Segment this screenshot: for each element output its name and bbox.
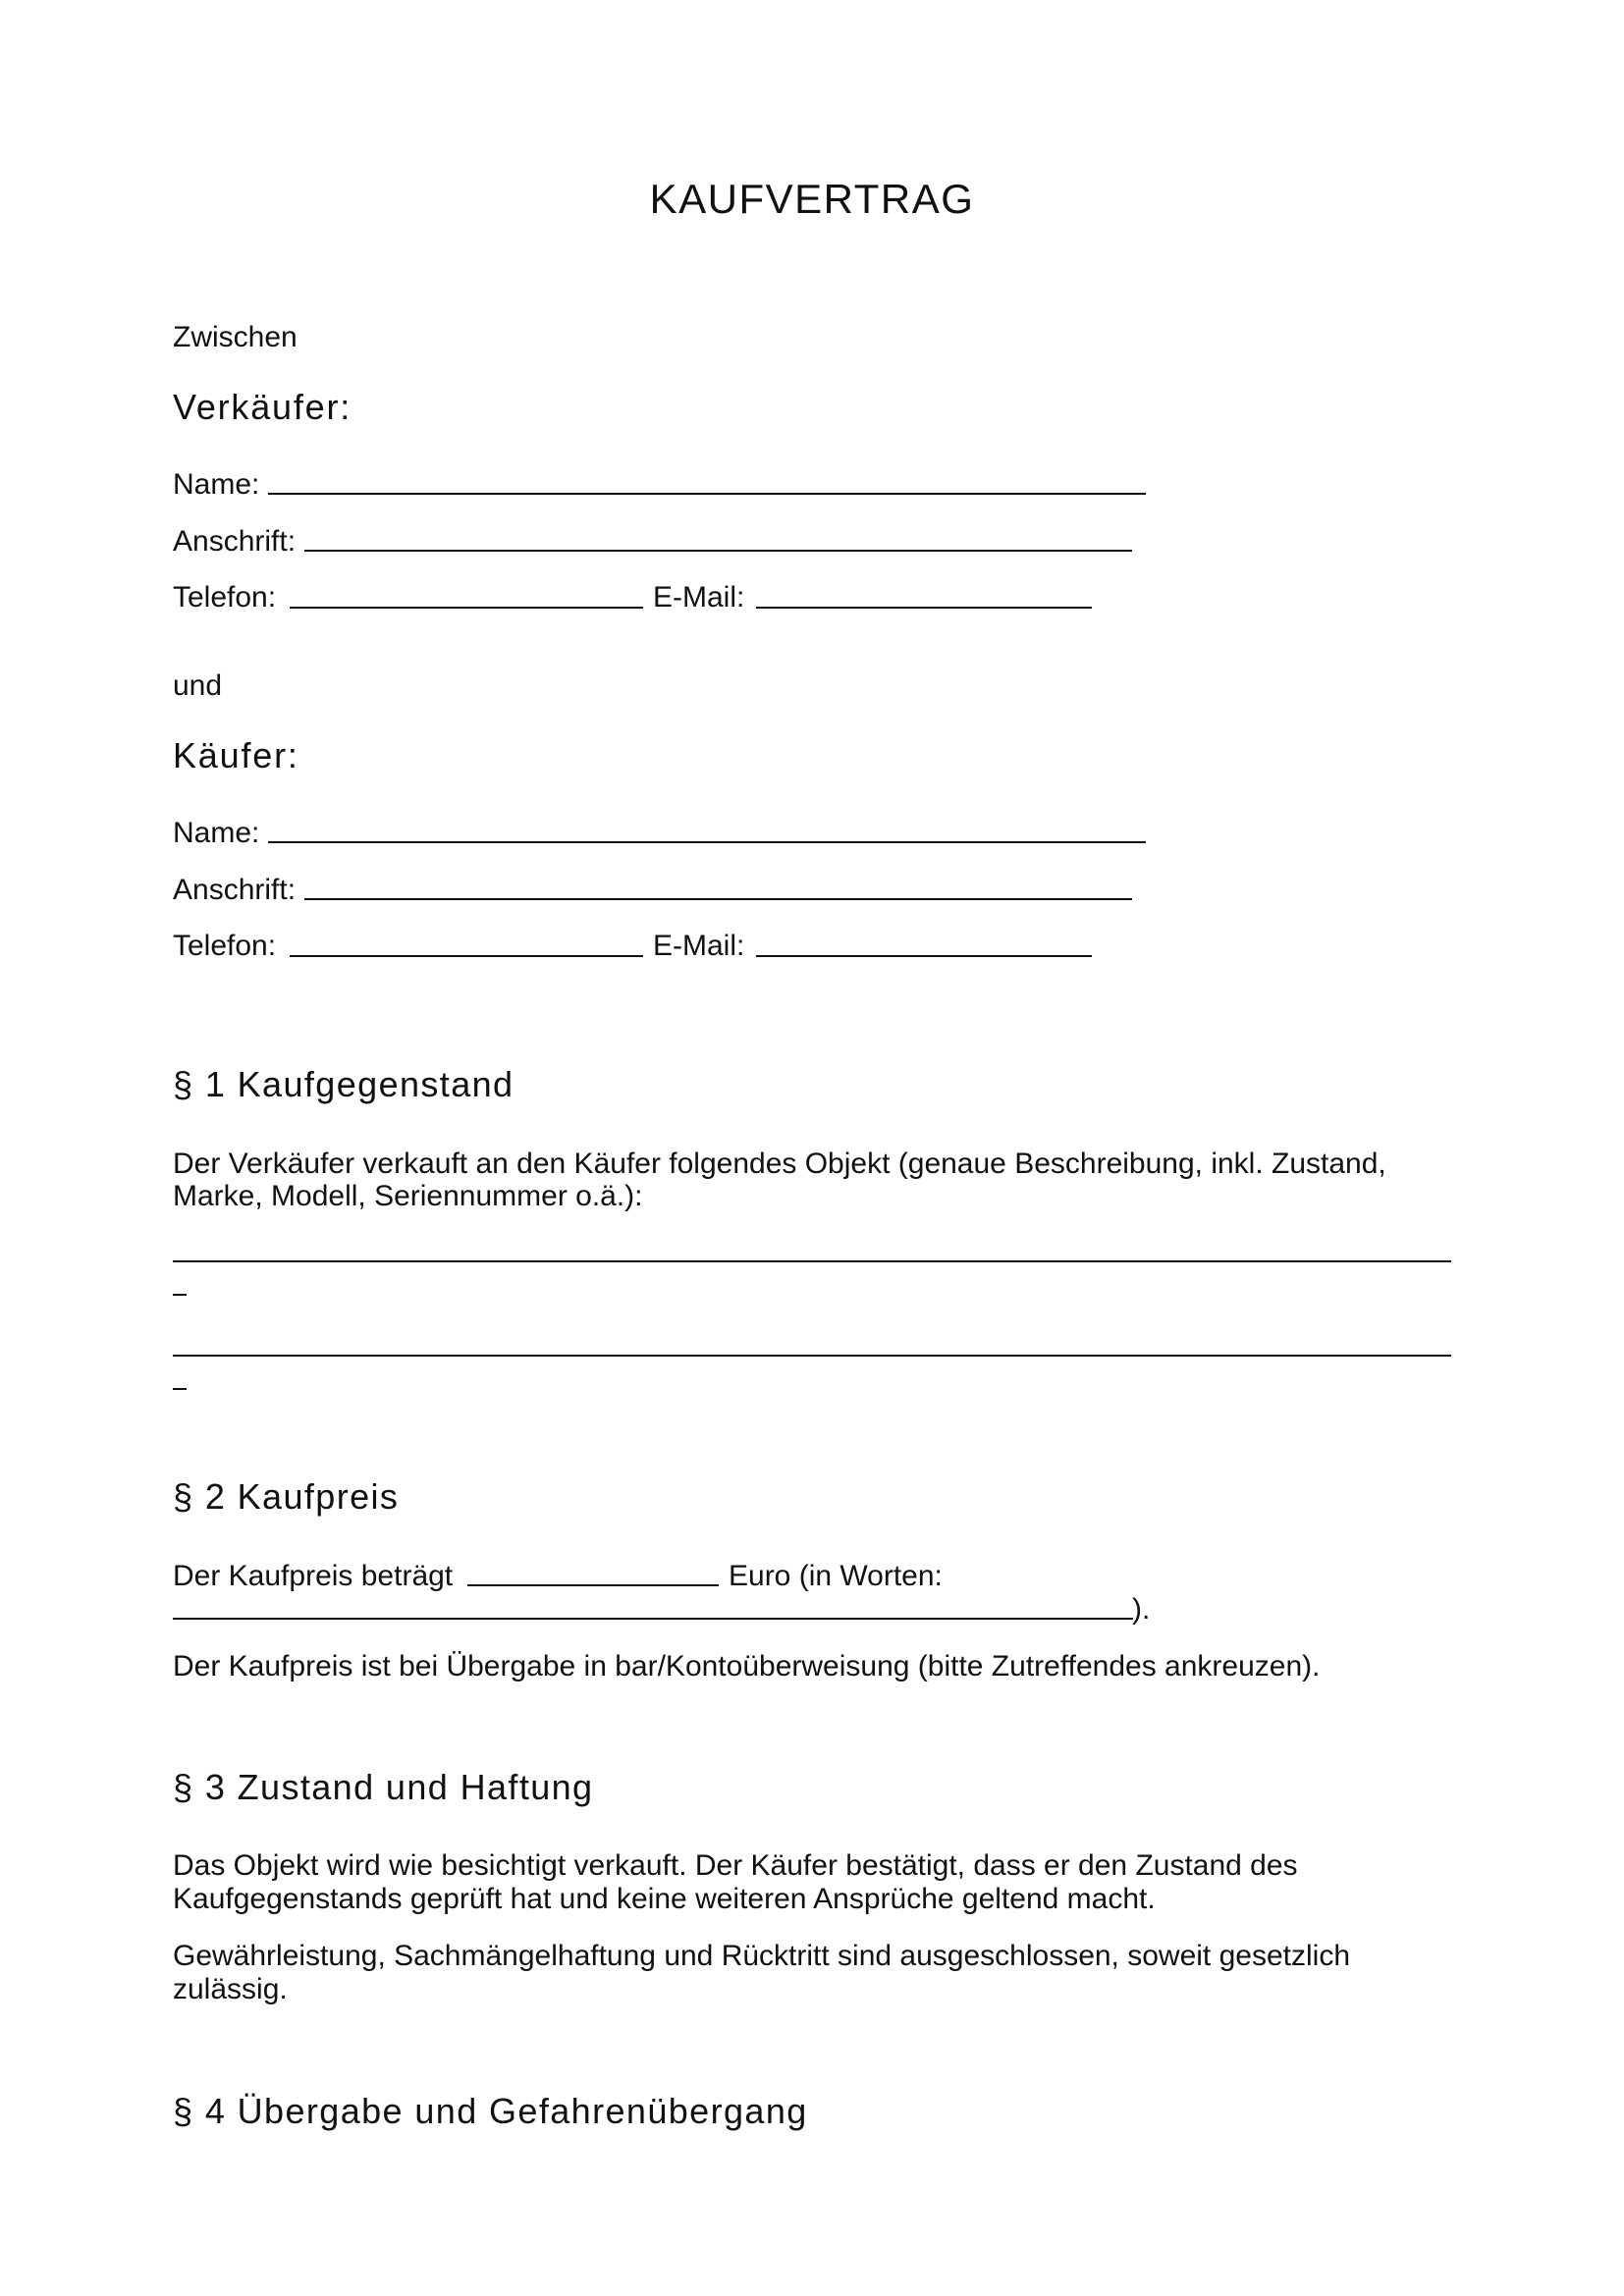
section-1-description-field-1[interactable] [173, 1260, 1451, 1262]
section-1-description-dash-2 [173, 1388, 187, 1390]
seller-heading: Verkäufer: [173, 387, 352, 427]
seller-address-label: Anschrift: [173, 525, 297, 558]
between-label: Zwischen [173, 321, 298, 353]
price-in-words-field[interactable] [173, 1618, 1133, 1620]
buyer-address-label: Anschrift: [173, 874, 297, 906]
seller-name-field[interactable] [268, 493, 1146, 495]
section-3-paragraph-1-line-2: Kaufgegenstands geprüft hat und keine weiteren Ansprüche geltend macht. [173, 1883, 1156, 1915]
price-amount-field[interactable] [467, 1584, 719, 1586]
section-2-price-close: ). [1132, 1593, 1151, 1626]
seller-phone-label: Telefon: [173, 581, 277, 614]
section-3-paragraph-2-line-1: Gewährleistung, Sachmängelhaftung und Rücktritt sind ausgeschlossen, soweit gesetzlich [173, 1940, 1351, 1972]
section-2-heading: § 2 Kaufpreis [173, 1476, 400, 1517]
buyer-email-label: E-Mail: [653, 930, 745, 962]
seller-phone-field[interactable] [290, 607, 643, 609]
section-4-heading: § 4 Übergabe und Gefahrenübergang [173, 2091, 808, 2131]
section-1-text-line-2: Marke, Modell, Seriennummer o.ä.): [173, 1180, 643, 1212]
buyer-phone-field[interactable] [290, 955, 643, 957]
section-3-paragraph-1-line-1: Das Objekt wird wie besichtigt verkauft. Der Käufer bestätigt, dass er den Zustand des [173, 1849, 1298, 1882]
seller-email-field[interactable] [756, 607, 1092, 609]
section-2-price-words-label: Euro (in Worten: [729, 1560, 943, 1592]
section-3-heading: § 3 Zustand und Haftung [173, 1767, 594, 1807]
seller-address-field[interactable] [304, 550, 1132, 552]
section-1-text-line-1: Der Verkäufer verkauft an den Käufer folgendes Objekt (genaue Beschreibung, inkl. Zustand, [173, 1148, 1386, 1180]
buyer-email-field[interactable] [756, 955, 1092, 957]
section-1-description-field-2[interactable] [173, 1355, 1451, 1357]
buyer-name-label: Name: [173, 817, 260, 849]
section-1-heading: § 1 Kaufgegenstand [173, 1064, 514, 1104]
buyer-phone-label: Telefon: [173, 930, 277, 962]
buyer-heading: Käufer: [173, 735, 299, 775]
seller-name-label: Name: [173, 468, 260, 501]
document-title: KAUFVERTRAG [649, 176, 975, 222]
section-2-price-text: Der Kaufpreis beträgt [173, 1560, 454, 1592]
seller-email-label: E-Mail: [653, 581, 745, 614]
section-1-description-dash-1 [173, 1294, 187, 1296]
section-2-payment-text: Der Kaufpreis ist bei Übergabe in bar/Kontoüberweisung (bitte Zutreffendes ankreuzen). [173, 1650, 1321, 1682]
buyer-name-field[interactable] [268, 841, 1146, 843]
buyer-address-field[interactable] [304, 898, 1132, 900]
section-3-paragraph-2-line-2: zulässig. [173, 1973, 288, 2005]
and-label: und [173, 669, 223, 702]
